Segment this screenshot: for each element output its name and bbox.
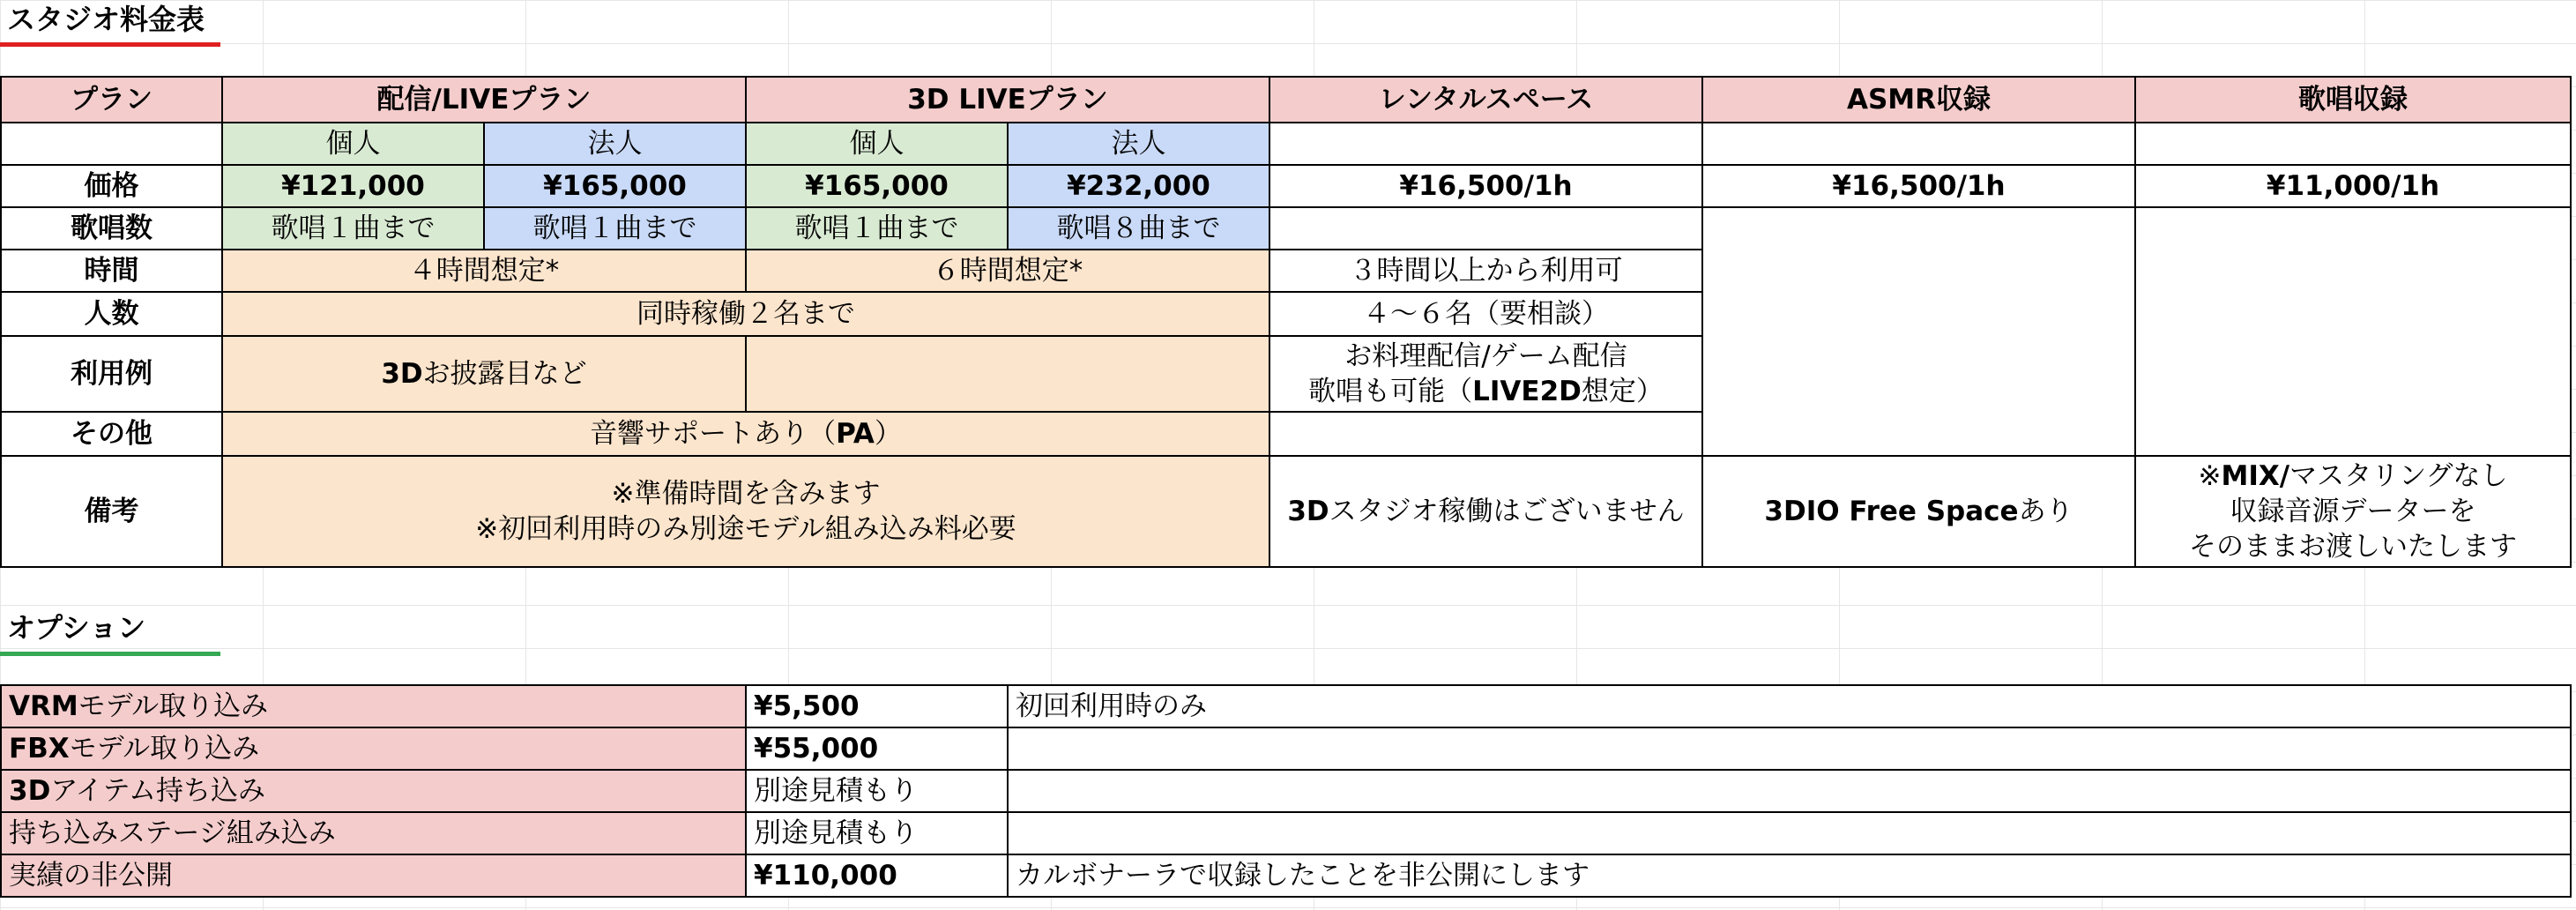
blank-cell bbox=[1269, 412, 1702, 456]
option-row bbox=[1, 854, 2571, 897]
option-note: 初回利用時のみ bbox=[1008, 685, 2571, 727]
notes-rental-text: スタジオ稼働はございません bbox=[1329, 496, 1685, 527]
songs-3d-personal: 歌唱１曲まで bbox=[746, 207, 1008, 250]
usage-rental-line1: お料理配信/ゲーム配信 bbox=[1344, 340, 1627, 372]
option-note bbox=[1008, 812, 2571, 854]
blank-cell bbox=[1269, 207, 1702, 250]
subheader-live-corporate: 法人 bbox=[484, 123, 746, 165]
other-shared-a: 音響サポートあり（ bbox=[590, 418, 837, 450]
usage-rental-line2-bold: LIVE2D bbox=[1472, 376, 1582, 407]
option-row bbox=[1, 770, 2571, 812]
option-name-bold: FBX bbox=[9, 733, 70, 765]
option-name bbox=[1, 770, 746, 812]
notes-asmr-text: あり bbox=[2018, 496, 2073, 527]
notes-singing-line1-bold: MIX/ bbox=[2221, 460, 2290, 492]
row-label-usage: 利用例 bbox=[1, 336, 222, 412]
notes-singing-line2: 収録音源データーを bbox=[2230, 496, 2476, 527]
time-rental-space: ３時間以上から利用可 bbox=[1269, 250, 1702, 292]
price-3d-personal: ¥165,000 bbox=[746, 165, 1008, 207]
header-asmr: ASMR収録 bbox=[1702, 77, 2135, 123]
people-rental-space: ４〜６名（要相談） bbox=[1269, 292, 1702, 336]
usage-live bbox=[222, 336, 746, 412]
option-row bbox=[1, 727, 2571, 770]
notes-singing-line1-b: マスタリングなし bbox=[2289, 460, 2508, 492]
notes-singing bbox=[2135, 456, 2571, 567]
notes-rental-bold: 3D bbox=[1287, 496, 1329, 527]
option-price: 別途見積もり bbox=[746, 770, 1008, 812]
notes-shared-line1: ※準備時間を含みます bbox=[611, 478, 881, 510]
option-name-text: 持ち込みステージ組み込み bbox=[9, 817, 336, 849]
option-price: 別途見積もり bbox=[746, 812, 1008, 854]
usage-live-text: お披露目など bbox=[422, 358, 587, 390]
option-name-text: モデル取り込み bbox=[69, 733, 260, 765]
notes-singing-line1 bbox=[2140, 459, 2566, 494]
header-rental-space: レンタルスペース bbox=[1269, 77, 1702, 123]
people-shared: 同時稼働２名まで bbox=[222, 292, 1269, 336]
header-3d-live-plan: 3D LIVEプラン bbox=[746, 77, 1269, 123]
songs-3d-corporate: 歌唱８曲まで bbox=[1008, 207, 1269, 250]
notes-singing-line1-a: ※ bbox=[2198, 460, 2222, 492]
price-rental-space: ¥16,500/1h bbox=[1269, 165, 1702, 207]
blank-cell bbox=[2135, 123, 2571, 165]
price-live-personal: ¥121,000 bbox=[222, 165, 484, 207]
option-note bbox=[1008, 727, 2571, 770]
notes-shared-line2: ※初回利用時のみ別途モデル組み込み料必要 bbox=[475, 513, 1016, 545]
row-label-songs: 歌唱数 bbox=[1, 207, 222, 250]
option-name-text: モデル取り込み bbox=[78, 690, 269, 722]
blank-cell bbox=[1269, 123, 1702, 165]
blank-cell bbox=[1702, 123, 2135, 165]
option-row bbox=[1, 685, 2571, 727]
price-live-corporate: ¥165,000 bbox=[484, 165, 746, 207]
notes-asmr-bold: 3DIO Free Space bbox=[1764, 496, 2019, 527]
option-price: ¥5,500 bbox=[746, 685, 1008, 727]
notes-asmr bbox=[1702, 456, 2135, 567]
row-label-time: 時間 bbox=[1, 250, 222, 292]
option-note bbox=[1008, 770, 2571, 812]
price-asmr: ¥16,500/1h bbox=[1702, 165, 2135, 207]
option-name bbox=[1, 685, 746, 727]
studio-pricing-title: スタジオ料金表 bbox=[7, 2, 217, 37]
option-name-bold: 3D bbox=[9, 775, 51, 807]
notes-singing-line3: そのままお渡しいたします bbox=[2189, 531, 2517, 563]
other-shared bbox=[222, 412, 1269, 456]
header-singing: 歌唱収録 bbox=[2135, 77, 2571, 123]
option-name bbox=[1, 854, 746, 897]
subheader-3d-personal: 個人 bbox=[746, 123, 1008, 165]
price-singing: ¥11,000/1h bbox=[2135, 165, 2571, 207]
options-title-underline bbox=[0, 652, 220, 656]
notes-shared bbox=[222, 456, 1269, 567]
row-label-price: 価格 bbox=[1, 165, 222, 207]
songs-live-corporate: 歌唱１曲まで bbox=[484, 207, 746, 250]
option-row bbox=[1, 812, 2571, 854]
usage-rental-line2-a: 歌唱も可能（ bbox=[1308, 376, 1473, 407]
option-name-bold: VRM bbox=[9, 690, 78, 722]
option-name bbox=[1, 812, 746, 854]
asmr-empty-block bbox=[1702, 207, 2135, 456]
header-plan: プラン bbox=[1, 77, 222, 123]
option-price: ¥110,000 bbox=[746, 854, 1008, 897]
subheader-3d-corporate: 法人 bbox=[1008, 123, 1269, 165]
usage-rental-line2 bbox=[1274, 374, 1698, 409]
options-table bbox=[0, 684, 2572, 898]
notes-rental-space bbox=[1269, 456, 1702, 567]
usage-rental-space bbox=[1269, 336, 1702, 412]
usage-rental-line2-b: 想定） bbox=[1581, 376, 1664, 407]
subheader-live-personal: 個人 bbox=[222, 123, 484, 165]
songs-live-personal: 歌唱１曲まで bbox=[222, 207, 484, 250]
option-name-text: アイテム持ち込み bbox=[50, 775, 265, 807]
studio-title-underline bbox=[0, 42, 220, 47]
option-name bbox=[1, 727, 746, 770]
studio-pricing-table bbox=[0, 76, 2572, 568]
time-3d: ６時間想定* bbox=[746, 250, 1269, 292]
options-table-body bbox=[1, 685, 2571, 897]
time-live: ４時間想定* bbox=[222, 250, 746, 292]
blank-cell bbox=[1, 123, 222, 165]
row-label-notes: 備考 bbox=[1, 456, 222, 567]
usage-live-bold: 3D bbox=[381, 358, 423, 390]
other-shared-b: ） bbox=[874, 418, 902, 450]
row-label-other: その他 bbox=[1, 412, 222, 456]
option-price: ¥55,000 bbox=[746, 727, 1008, 770]
option-note: カルボナーラで収録したことを非公開にします bbox=[1008, 854, 2571, 897]
usage-3d-empty bbox=[746, 336, 1269, 412]
header-live-plan: 配信/LIVEプラン bbox=[222, 77, 746, 123]
row-label-people: 人数 bbox=[1, 292, 222, 336]
singing-empty-block bbox=[2135, 207, 2571, 456]
options-title: オプション bbox=[7, 610, 158, 645]
other-shared-bold: PA bbox=[836, 418, 875, 450]
price-3d-corporate: ¥232,000 bbox=[1008, 165, 1269, 207]
option-name-text: 実績の非公開 bbox=[9, 860, 173, 891]
